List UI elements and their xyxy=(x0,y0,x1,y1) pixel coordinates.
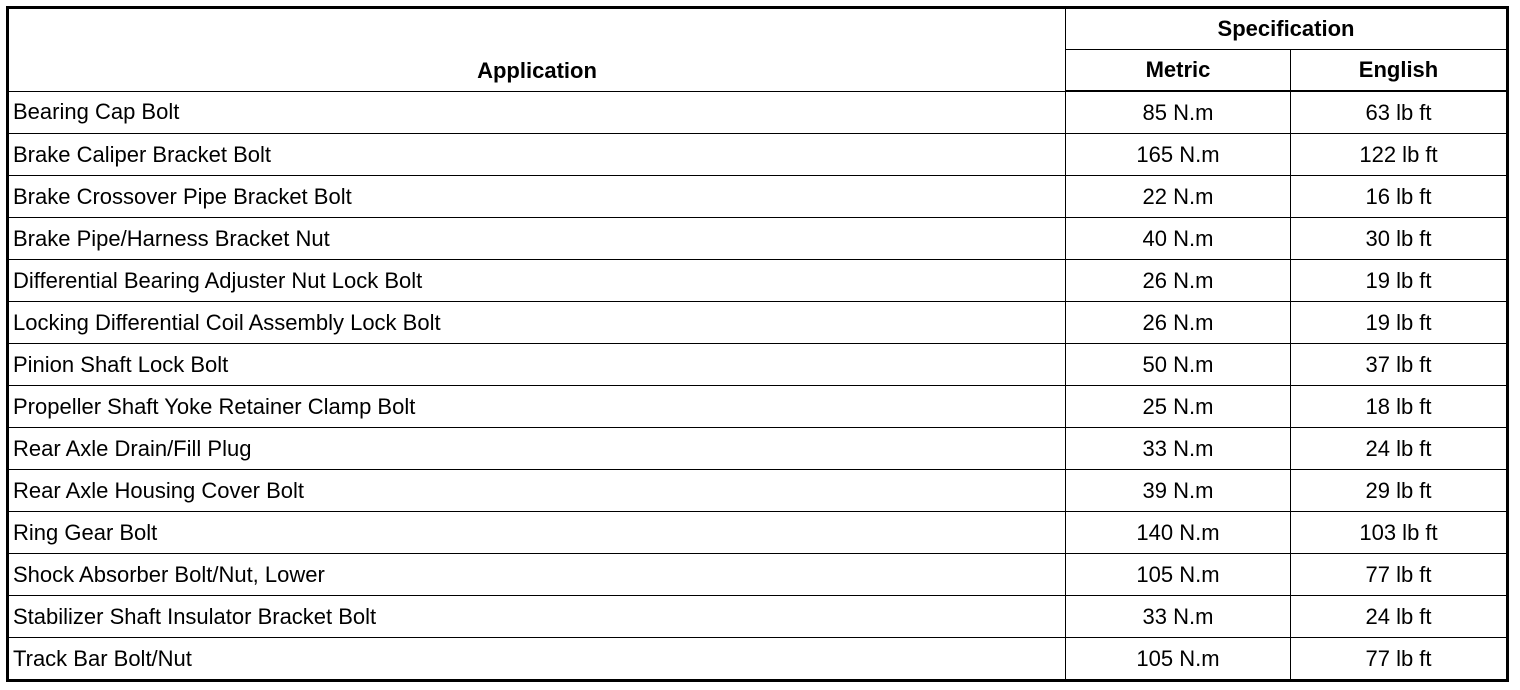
application-cell: Ring Gear Bolt xyxy=(8,512,1066,554)
specification-header: Specification xyxy=(1066,8,1508,50)
application-cell: Brake Pipe/Harness Bracket Nut xyxy=(8,218,1066,260)
table-row xyxy=(8,344,1508,386)
metric-value-cell: 140 N.m xyxy=(1066,512,1291,554)
table-row xyxy=(8,302,1508,344)
english-value-cell: 30 lb ft xyxy=(1291,218,1508,260)
english-value-cell: 103 lb ft xyxy=(1291,512,1508,554)
english-value-cell: 24 lb ft xyxy=(1291,428,1508,470)
application-cell: Brake Crossover Pipe Bracket Bolt xyxy=(8,176,1066,218)
application-cell: Stabilizer Shaft Insulator Bracket Bolt xyxy=(8,596,1066,638)
metric-value-cell: 39 N.m xyxy=(1066,470,1291,512)
table-row xyxy=(8,596,1508,638)
table-body xyxy=(8,91,1508,681)
application-cell: Locking Differential Coil Assembly Lock Bolt xyxy=(8,302,1066,344)
header-row-top xyxy=(8,8,1508,50)
english-value-cell: 29 lb ft xyxy=(1291,470,1508,512)
metric-value-cell: 105 N.m xyxy=(1066,638,1291,681)
application-cell: Rear Axle Drain/Fill Plug xyxy=(8,428,1066,470)
table-row xyxy=(8,470,1508,512)
table-row xyxy=(8,386,1508,428)
metric-value-cell: 50 N.m xyxy=(1066,344,1291,386)
english-value-cell: 37 lb ft xyxy=(1291,344,1508,386)
english-value-cell: 63 lb ft xyxy=(1291,91,1508,134)
english-header: English xyxy=(1291,50,1508,92)
metric-header: Metric xyxy=(1066,50,1291,92)
application-cell: Differential Bearing Adjuster Nut Lock Bolt xyxy=(8,260,1066,302)
table-row xyxy=(8,260,1508,302)
english-value-cell: 18 lb ft xyxy=(1291,386,1508,428)
english-value-cell: 24 lb ft xyxy=(1291,596,1508,638)
metric-value-cell: 25 N.m xyxy=(1066,386,1291,428)
metric-value-cell: 165 N.m xyxy=(1066,134,1291,176)
table-row xyxy=(8,638,1508,681)
application-cell: Track Bar Bolt/Nut xyxy=(8,638,1066,681)
english-value-cell: 16 lb ft xyxy=(1291,176,1508,218)
table-row xyxy=(8,428,1508,470)
application-cell: Bearing Cap Bolt xyxy=(8,91,1066,134)
metric-value-cell: 33 N.m xyxy=(1066,428,1291,470)
metric-value-cell: 40 N.m xyxy=(1066,218,1291,260)
english-value-cell: 77 lb ft xyxy=(1291,554,1508,596)
table-row xyxy=(8,218,1508,260)
application-header: Application xyxy=(8,8,1066,92)
application-cell: Propeller Shaft Yoke Retainer Clamp Bolt xyxy=(8,386,1066,428)
metric-value-cell: 26 N.m xyxy=(1066,260,1291,302)
metric-value-cell: 22 N.m xyxy=(1066,176,1291,218)
fastener-spec-table xyxy=(6,6,1509,682)
metric-value-cell: 85 N.m xyxy=(1066,91,1291,134)
metric-value-cell: 33 N.m xyxy=(1066,596,1291,638)
table-row xyxy=(8,512,1508,554)
metric-value-cell: 26 N.m xyxy=(1066,302,1291,344)
table-row xyxy=(8,554,1508,596)
table-row xyxy=(8,134,1508,176)
metric-value-cell: 105 N.m xyxy=(1066,554,1291,596)
table-row xyxy=(8,91,1508,134)
english-value-cell: 19 lb ft xyxy=(1291,260,1508,302)
english-value-cell: 122 lb ft xyxy=(1291,134,1508,176)
table-row xyxy=(8,176,1508,218)
application-cell: Shock Absorber Bolt/Nut, Lower xyxy=(8,554,1066,596)
application-cell: Brake Caliper Bracket Bolt xyxy=(8,134,1066,176)
application-cell: Rear Axle Housing Cover Bolt xyxy=(8,470,1066,512)
table-header xyxy=(8,8,1508,92)
english-value-cell: 19 lb ft xyxy=(1291,302,1508,344)
english-value-cell: 77 lb ft xyxy=(1291,638,1508,681)
application-cell: Pinion Shaft Lock Bolt xyxy=(8,344,1066,386)
